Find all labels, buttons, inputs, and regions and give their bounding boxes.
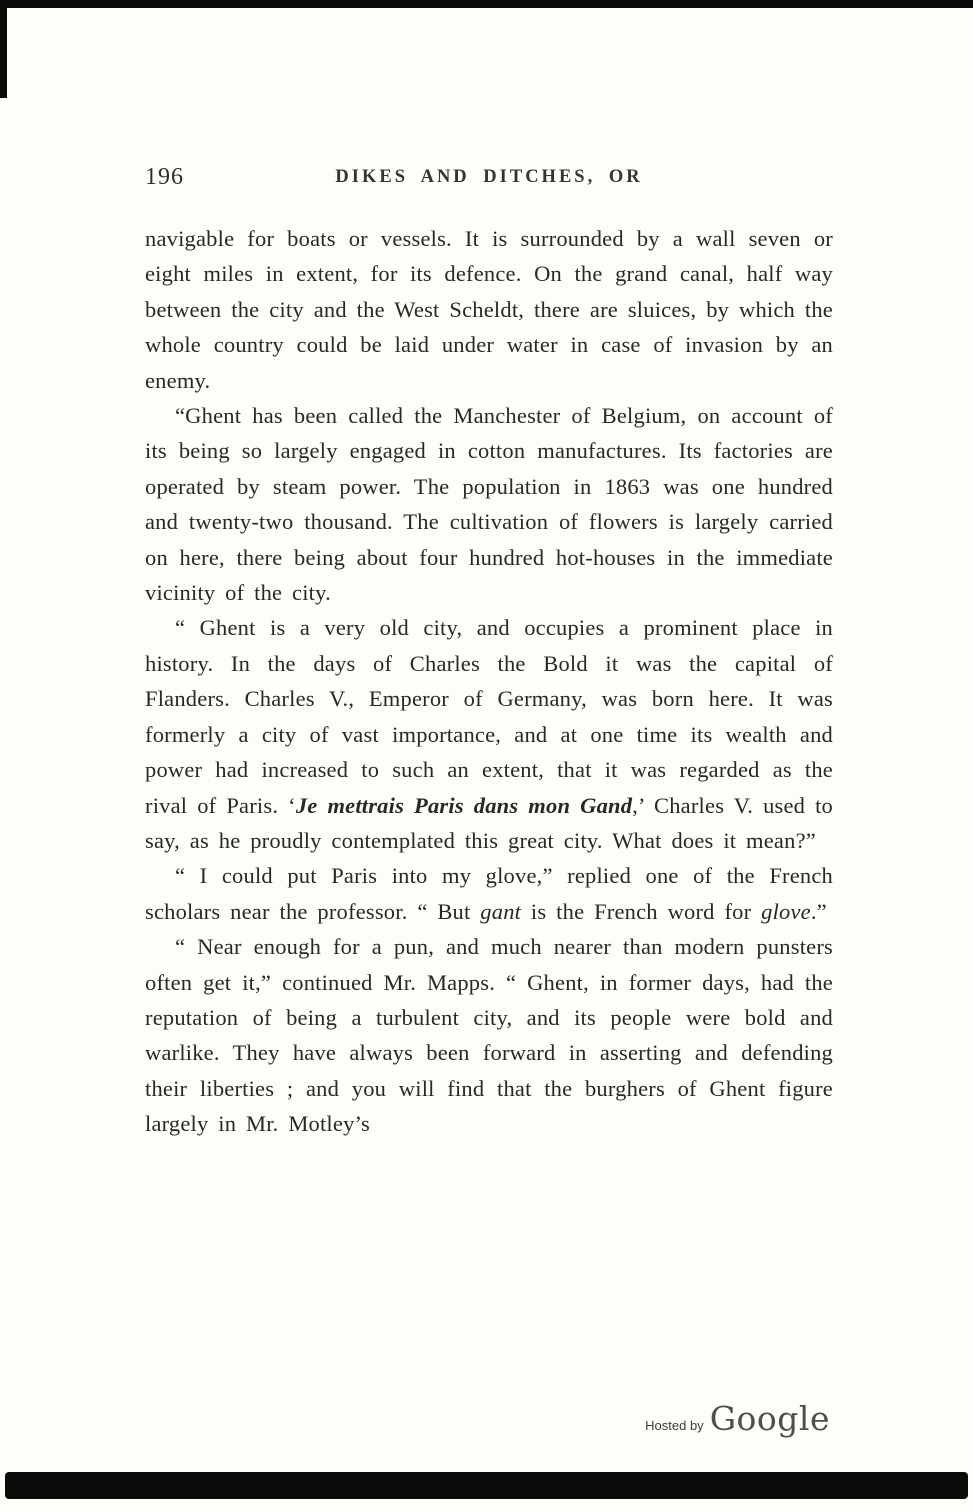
scan-edge-bottom bbox=[5, 1472, 968, 1499]
running-title: DIKES AND DITCHES, OR bbox=[335, 167, 643, 187]
scan-edge-left bbox=[0, 0, 7, 98]
text-segment: “ Ghent is a very old city, and occupies a prominent place in history. In the days of Charles the Bold it was the capital of Flanders. Charles V., Emperor of Germany, was born here. It was formerly a city of vast importance, and at one time its wealth and power had increased to such an extent, that it was regarded as the rival of Paris. ‘ bbox=[145, 615, 833, 818]
page-header bbox=[145, 164, 833, 194]
text-segment: navigable for boats or vessels. It is surrounded by a wall seven or eight miles in extent, for its defence. On the grand canal, half way between the city and the West Scheldt, there are sluices, by which the whole country could be laid under water in case of invasion by an enemy. bbox=[145, 226, 833, 393]
paragraph bbox=[145, 929, 833, 1141]
text-segment: Je mettrais Paris dans mon Gand bbox=[295, 792, 633, 818]
scan-edge-top bbox=[0, 0, 973, 8]
hosted-by-label: Hosted by bbox=[645, 1418, 704, 1433]
paragraph bbox=[145, 610, 833, 858]
text-segment: “ Near enough for a pun, and much nearer than modern punsters often get it,” continued Mr. Mapps. “ Ghent, in former days, had the reputation of being a turbulent city, and its people were bold and warlike. They have always been forward in asserting and defending their liberties ; and you will find that the burghers of Ghent figure largely in Mr. Motley’s bbox=[145, 934, 833, 1137]
text-segment: is the French word for bbox=[521, 898, 762, 924]
paragraph bbox=[145, 858, 833, 929]
text-segment: ,’ Charles V. used to say, as he proudly contemplated this great city. What does it mean?” bbox=[145, 792, 833, 853]
text-segment: gant bbox=[480, 898, 522, 924]
paragraph bbox=[145, 398, 833, 610]
text-segment: “Ghent has been called the Manchester of Belgium, on account of its being so largely engaged in cotton manufactures. Its factories are operated by steam power. The population in 1863 was one hundred and twenty-two thousand. The cultivation of flowers is largely carried on here, there being about four hundred hot-houses in the immediate vicinity of the city. bbox=[145, 403, 833, 606]
text-segment: .” bbox=[810, 898, 827, 924]
text-block bbox=[145, 221, 833, 1142]
paragraph bbox=[145, 221, 833, 398]
page-number: 196 bbox=[145, 164, 184, 190]
scan-watermark bbox=[645, 1399, 830, 1438]
text-segment: glove bbox=[761, 898, 811, 924]
google-logo: Google bbox=[709, 1399, 830, 1438]
text-segment: “ I could put Paris into my glove,” replied one of the French scholars near the professor. “ But bbox=[145, 863, 833, 924]
